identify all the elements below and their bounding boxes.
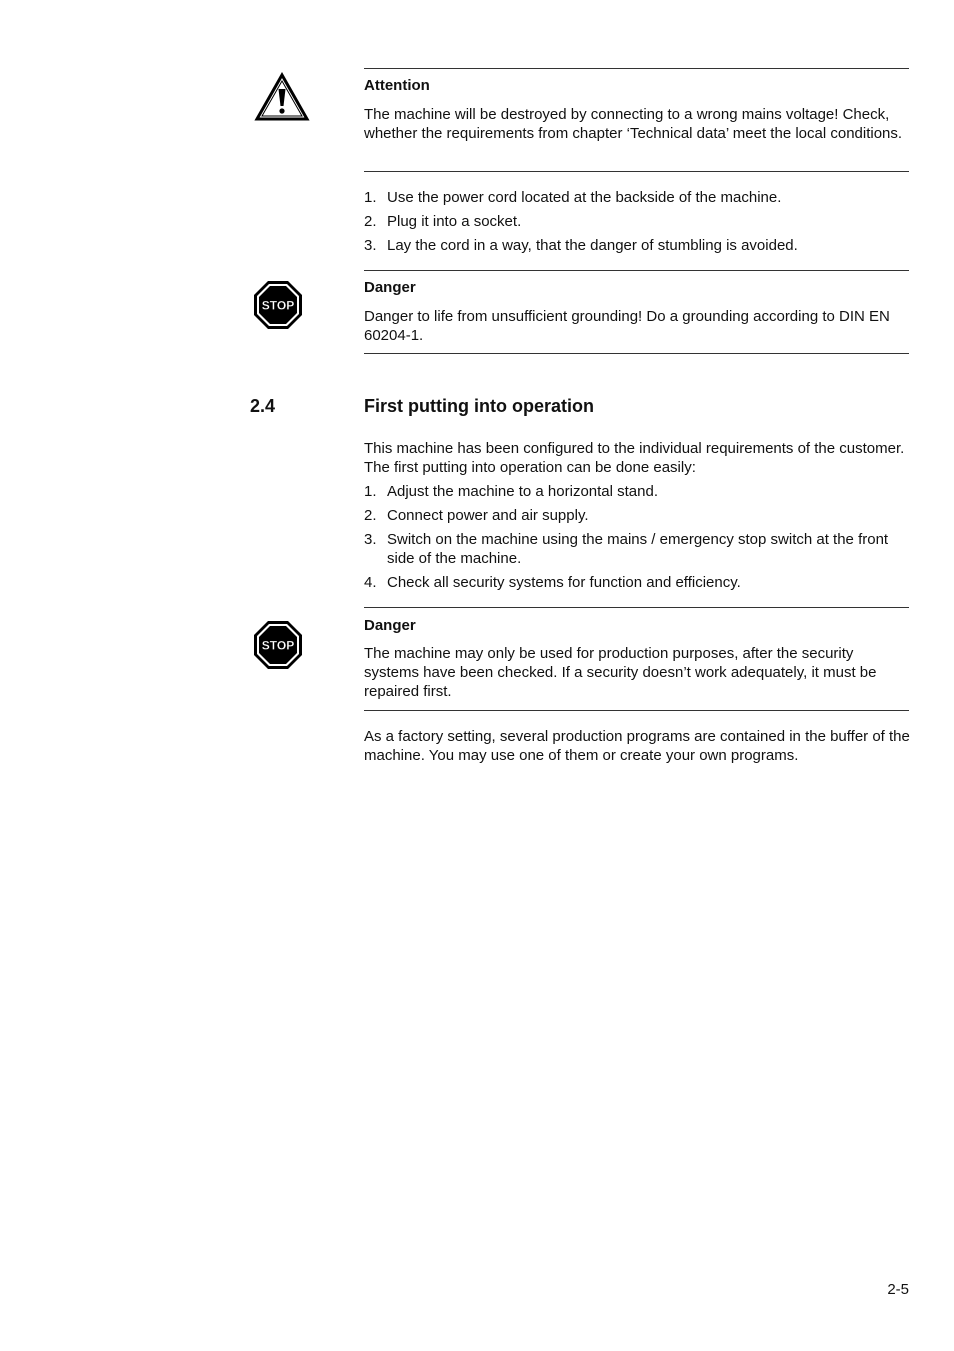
svg-text:STOP: STOP (261, 638, 295, 653)
danger2-bottom-rule (364, 710, 909, 711)
list-item: 1. Adjust the machine to a horizontal stand. (364, 483, 658, 500)
attention-bottom-rule (364, 171, 909, 172)
attention-text: The machine will be destroyed by connecting to a wrong mains voltage! Check, whether the requirements from chapter ‘Technical data’ meet the local conditions. (364, 106, 903, 142)
section-number: 2.4 (250, 396, 276, 416)
warning-triangle-icon (254, 72, 310, 122)
page-number: 2-5 (887, 1281, 909, 1298)
danger1-bottom-rule (364, 353, 909, 354)
list-item: 1. Use the power cord located at the backside of the machine. (364, 189, 782, 206)
danger2-title: Danger (364, 617, 416, 634)
closing-paragraph: As a factory setting, several production programs are contained in the buffer of the machine. You may use one of them or create your own programs. (364, 728, 910, 764)
power-steps-list (364, 188, 910, 260)
danger2-note (364, 616, 910, 701)
danger1-top-rule (364, 270, 909, 271)
stop-sign-icon (253, 280, 303, 330)
section-intro: This machine has been configured to the individual requirements of the customer. The first putting into operation can be done easily: (364, 440, 905, 476)
list-item: 2. Connect power and air supply. (364, 507, 589, 524)
list-item: 2. Plug it into a socket. (364, 213, 522, 230)
list-item: 4. Check all security systems for function and efficiency. (364, 574, 741, 591)
danger1-title: Danger (364, 279, 416, 296)
danger2-text: The machine may only be used for production purposes, after the security systems have been checked. If a security doesn’t work adequately, it must be repaired first. (364, 645, 877, 700)
attention-title: Attention (364, 77, 430, 94)
stop-sign-icon (253, 620, 303, 670)
section-title: First putting into operation (364, 396, 594, 416)
danger1-note (364, 278, 910, 345)
attention-top-rule (364, 68, 909, 69)
list-item: 3. Lay the cord in a way, that the danger of stumbling is avoided. (364, 237, 798, 254)
section-body (364, 439, 910, 597)
operation-steps-list (364, 482, 910, 592)
attention-note (364, 76, 910, 143)
danger2-top-rule (364, 607, 909, 608)
svg-text:STOP: STOP (261, 298, 295, 313)
closing-paragraph-block (364, 727, 910, 765)
list-item: 3. Switch on the machine using the mains / emergency stop switch at the front side of the machine. (364, 531, 889, 567)
danger1-text: Danger to life from unsufficient grounding! Do a grounding according to DIN EN 60204-1. (364, 308, 890, 344)
